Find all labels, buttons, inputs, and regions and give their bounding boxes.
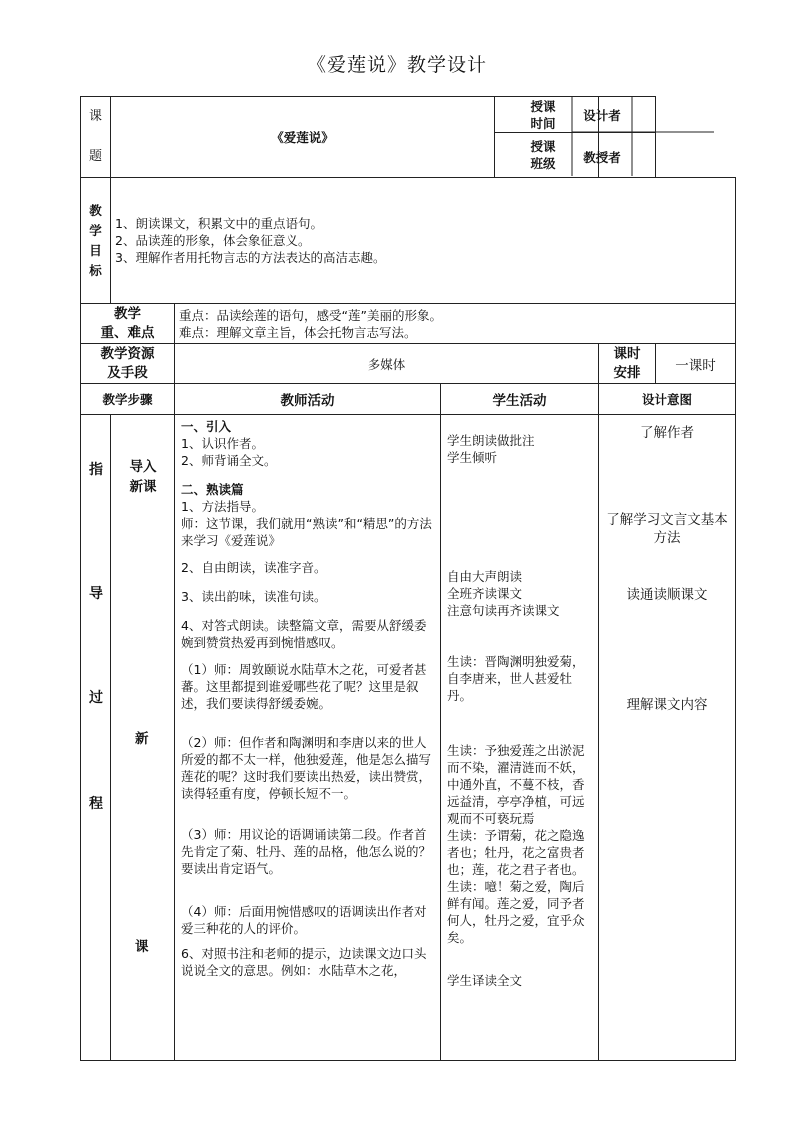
focus-key: 重点：品读绘莲的语句，感受“莲”美丽的形象。 <box>179 307 442 323</box>
teacher-activities <box>175 415 441 1061</box>
student-line: 生读：予独爱莲之出淤泥而不染，濯清涟而不妖，中通外直，不蔓不枝，香远益清，亭亭净植，可远观而不可亵玩焉 <box>447 743 585 826</box>
process-label-cell <box>81 415 111 1061</box>
focus-label: 教学 重、难点 <box>81 304 175 344</box>
teacher-line: 4、对答式朗读。读整篇文章，需要从舒缓委婉到赞赏热爱再到惋惜感叹。 <box>181 618 427 650</box>
student-line: 学生译读全文 <box>447 973 523 988</box>
time-label: 授课时间 <box>495 97 599 133</box>
schedule-value: 一课时 <box>656 344 736 384</box>
goal-item: 3、理解作者用托物言志的方法表达的高洁志趣。 <box>115 250 386 265</box>
teacher-line: （2）师：但作者和陶渊明和李唐以来的世人所爱的都不太一样，他独爱莲，他是怎么描写莲花的呢？这时我们要读出热爱，读出赞赏，读得轻重有度，停顿长短不一。 <box>181 735 432 801</box>
col-steps: 教学步骤 <box>81 384 175 415</box>
student-line: 自由大声朗读 <box>447 569 523 584</box>
intent-item: 读通读顺课文 <box>626 587 708 603</box>
teacher-line: 2、师背诵全文。 <box>181 453 277 468</box>
teacher-line: 1、认识作者。 <box>181 436 264 451</box>
document-title: 《爱莲说》教学设计 <box>306 54 487 76</box>
intent-cell <box>599 415 736 1061</box>
teacher-line: 二、熟读篇 <box>181 482 244 497</box>
teacher-line: 6、对照书注和老师的提示，边读课文边口头说说全文的意思。例如：水陆草木之花， <box>181 946 427 978</box>
teacher-line: 师：这节课，我们就用“熟读”和“精思”的方法来学习《爱莲说》 <box>181 516 432 548</box>
stage-new-char: 新 <box>135 731 149 747</box>
goal-item: 1、朗读课文，积累文中的重点语句。 <box>115 216 323 231</box>
focus-difficult: 难点：理解文章主旨，体会托物言志写法。 <box>179 324 417 340</box>
process-char: 过 <box>89 690 103 706</box>
student-line: 生读：予谓菊，花之隐逸者也；牡丹，花之富贵者也；莲，花之君子者也。 <box>447 828 585 877</box>
teacher-label: 教授者 <box>583 150 621 165</box>
student-line: 学生倾听 <box>447 450 498 465</box>
class-label: 授课班级 <box>495 133 599 178</box>
teacher-line: （4）师：后面用惋惜感叹的语调读出作者对爱三种花的人的评价。 <box>181 904 427 936</box>
process-char: 程 <box>89 796 103 812</box>
intent-item: 理解课文内容 <box>626 697 708 713</box>
student-line: 全班齐读课文 <box>447 586 523 601</box>
intent-item: 了解作者 <box>640 425 695 441</box>
student-line: 生读：噫！菊之爱，陶后鲜有闻。莲之爱，同予者何人，牡丹之爱，宜乎众矣。 <box>447 879 585 945</box>
stage-new-char: 课 <box>135 939 149 955</box>
resources-value: 多媒体 <box>175 344 599 384</box>
teacher-line: 1、方法指导。 <box>181 499 264 514</box>
col-student: 学生活动 <box>441 384 599 415</box>
student-activities <box>441 415 599 1061</box>
focus-content <box>175 304 736 344</box>
teacher-line: 3、读出韵味，读准句读。 <box>181 589 327 604</box>
stage-intro: 导入 新课 <box>129 459 157 495</box>
process-char: 导 <box>89 586 103 602</box>
student-line: 生读：晋陶渊明独爱菊，自李唐来，世人甚爱牡丹。 <box>447 654 585 703</box>
schedule-label: 课时 安排 <box>599 344 656 384</box>
designer-label: 设计者 <box>583 108 621 123</box>
student-line: 注意句读再齐读课文 <box>447 603 560 618</box>
goal-item: 2、品读莲的形象，体会象征意义。 <box>115 233 311 248</box>
goals-label: 教 学 目 标 <box>81 178 111 304</box>
col-teacher: 教师活动 <box>175 384 441 415</box>
course-title: 《爱莲说》 <box>111 97 495 178</box>
intent-item: 了解学习文言文基本方法 <box>606 512 728 546</box>
process-char: 指 <box>89 462 103 478</box>
teacher-line: 一、引入 <box>181 419 232 434</box>
stage-cell <box>111 415 175 1061</box>
goals-content <box>111 178 736 304</box>
student-line: 学生朗读做批注 <box>447 433 535 448</box>
lesson-plan-table <box>80 96 736 1061</box>
course-label-cell: 课 题 <box>81 97 111 178</box>
resources-label: 教学资源 及手段 <box>81 344 175 384</box>
col-intent: 设计意图 <box>599 384 736 415</box>
teacher-line: 2、自由朗读，读准字音。 <box>181 560 327 575</box>
teacher-line: （1）师：周敦颐说水陆草木之花，可爱者甚蕃。这里都提到谁爱哪些花了呢？这里是叙述，我们要读得舒缓委婉。 <box>181 662 427 711</box>
teacher-line: （3）师：用议论的语调诵读第二段。作者首先肯定了菊、牡丹、莲的品格，他怎么说的？要读出肯定语气。 <box>181 827 432 876</box>
